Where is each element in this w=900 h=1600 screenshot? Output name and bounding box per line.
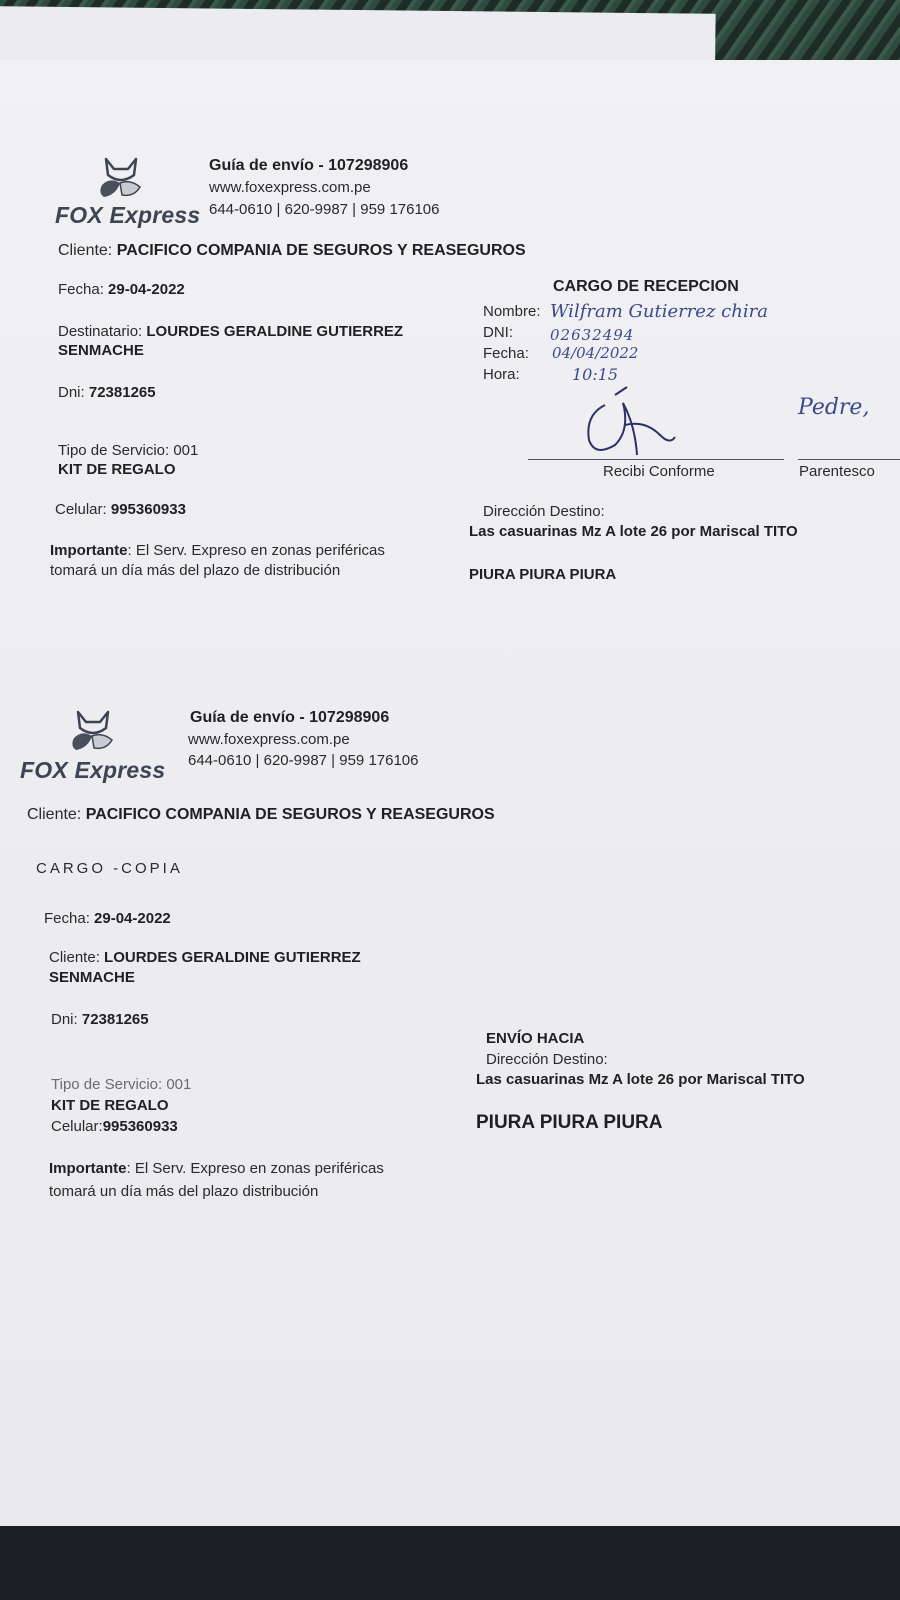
date-label-copy: Fecha: (44, 910, 90, 927)
relation-label: Parentesco (799, 463, 875, 480)
website-link: www.foxexpress.com.pe (209, 179, 371, 196)
receipt-time-label: Hora: (483, 366, 520, 383)
dni-row (58, 384, 156, 401)
dni-value: 72381265 (88, 384, 156, 401)
dni-value-copy: 72381265 (81, 1011, 149, 1028)
guide-number-copy: Guía de envío - 107298906 (190, 709, 390, 726)
receipt-dni-handwritten: 02632494 (550, 326, 635, 344)
recipient-row (58, 323, 403, 340)
paper-sheet (0, 60, 900, 1526)
destination-address: Las casuarinas Mz A lote 26 por Mariscal TITO (469, 523, 798, 540)
receipt-date-handwritten: 04/04/2022 (552, 344, 639, 362)
destination-label: Dirección Destino: (483, 503, 605, 520)
date-value-copy: 29-04-2022 (94, 910, 171, 927)
signature-label: Recibi Conforme (603, 463, 715, 480)
receipt-name-label: Nombre: (483, 303, 541, 320)
website-link-copy: www.foxexpress.com.pe (188, 731, 350, 748)
phone-label: Celular: (55, 501, 107, 518)
client-row (58, 242, 526, 260)
recipient-row-copy (49, 949, 361, 966)
client-label-copy: Cliente: (27, 806, 82, 823)
phone-value: 995360933 (110, 501, 186, 518)
fox-logo-icon (96, 155, 146, 201)
phone-row (55, 501, 186, 518)
recipient-label: Destinatario: (58, 323, 143, 340)
receipt-time-handwritten: 10:15 (572, 365, 619, 384)
receipt-date-label: Fecha: (483, 345, 529, 362)
important-note (50, 542, 385, 559)
important-text: : El Serv. Expreso en zonas periféricas (127, 542, 385, 559)
client-row-copy (27, 806, 495, 824)
important-text-line2-copy: tomará un día más del plazo distribución (49, 1183, 319, 1200)
important-label-copy: Importante (49, 1160, 127, 1177)
date-value: 29-04-2022 (108, 281, 185, 298)
date-row (58, 281, 185, 298)
dni-label: Dni: (58, 384, 85, 401)
client-value-copy: PACIFICO COMPANIA DE SEGUROS Y REASEGUROS (85, 806, 495, 823)
dni-row-copy (51, 1011, 149, 1028)
important-label: Importante (50, 542, 128, 559)
signature-line (528, 459, 784, 460)
relation-handwritten: Pedre, (798, 395, 870, 420)
guide-number: Guía de envío - 107298906 (209, 157, 409, 174)
relation-line (798, 459, 900, 460)
phone-row-copy (51, 1118, 178, 1135)
phone-numbers: 644-0610 | 620-9987 | 959 176106 (209, 201, 440, 218)
send-to-title: ENVÍO HACIA (486, 1030, 585, 1047)
recipient-name-line2-copy: SENMACHE (49, 969, 135, 986)
receipt-title: CARGO DE RECEPCION (553, 278, 739, 295)
service-type: Tipo de Servicio: 001 (58, 442, 199, 459)
receipt-dni-label: DNI: (483, 324, 513, 341)
receipt-name-handwritten: Wilfram Gutierrez chira (550, 301, 768, 322)
recipient-name-line2: SENMACHE (58, 342, 144, 359)
service-type-copy: Tipo de Servicio: 001 (51, 1076, 192, 1093)
recipient-name: LOURDES GERALDINE GUTIERREZ (146, 323, 404, 340)
client-label: Cliente: (58, 242, 113, 259)
date-row-copy (44, 910, 171, 927)
brand-logo-text: FOX Express (55, 202, 201, 228)
client-value: PACIFICO COMPANIA DE SEGUROS Y REASEGUROS (116, 242, 526, 259)
phone-value-copy: 995360933 (102, 1118, 178, 1135)
phone-label-copy: Celular: (51, 1118, 103, 1135)
important-text-line2: tomará un día más del plazo de distribución (50, 562, 341, 579)
service-value: KIT DE REGALO (58, 461, 176, 478)
important-text-copy: : El Serv. Expreso en zonas periféricas (126, 1160, 384, 1177)
signature-scribble (575, 385, 685, 465)
brand-logo-text-copy: FOX Express (20, 757, 166, 783)
destination-city: PIURA PIURA PIURA (469, 566, 617, 583)
destination-city-copy: PIURA PIURA PIURA (476, 1112, 663, 1133)
destination-address-copy: Las casuarinas Mz A lote 26 por Mariscal TITO (476, 1071, 805, 1088)
fox-logo-icon-copy (68, 708, 118, 754)
dni-label-copy: Dni: (51, 1011, 78, 1028)
copy-stamp: CARGO -COPIA (36, 860, 183, 877)
background-table (0, 1526, 900, 1600)
destination-label-copy: Dirección Destino: (486, 1051, 608, 1068)
service-value-copy: KIT DE REGALO (51, 1097, 169, 1114)
date-label: Fecha: (58, 281, 104, 298)
phone-numbers-copy: 644-0610 | 620-9987 | 959 176106 (188, 752, 419, 769)
important-note-copy (49, 1160, 384, 1177)
recipient-name-copy: LOURDES GERALDINE GUTIERREZ (104, 949, 361, 966)
recipient-label-copy: Cliente: (49, 949, 100, 966)
